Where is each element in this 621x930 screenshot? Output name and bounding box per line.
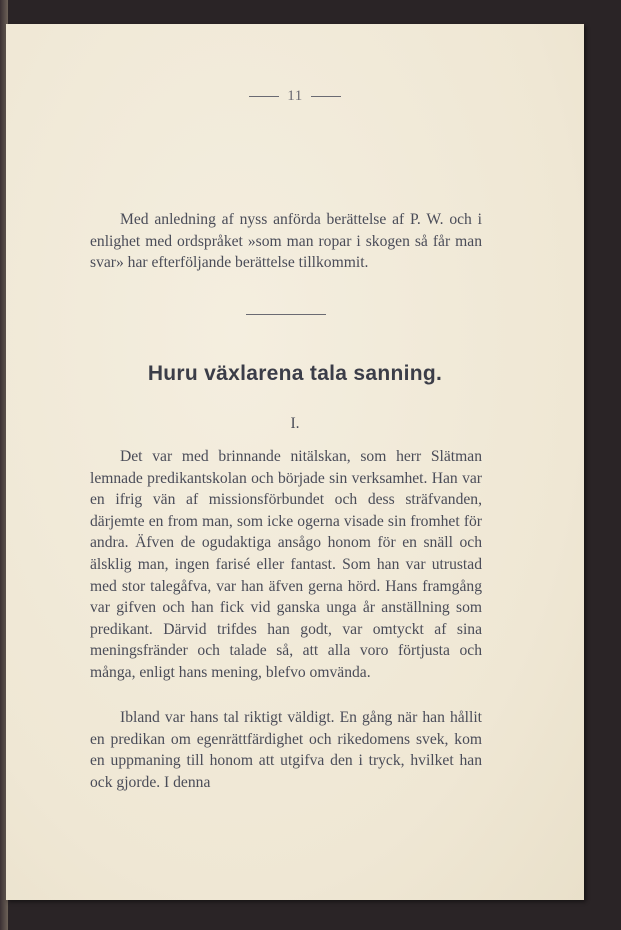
page-number-dash-right	[311, 96, 341, 97]
chapter-number: I.	[290, 415, 300, 432]
section-divider	[246, 314, 326, 315]
page-number: 11	[287, 88, 303, 104]
body-paragraph-2: Ibland var hans tal riktigt väldigt. En gång när han hållit en predikan om egenrättfärdighet och rikedomens svek, kom en uppmaning till honom att utgifva den i tryck, hvilket han ock gjorde. I denna	[90, 709, 482, 791]
book-page	[6, 24, 584, 900]
body-paragraph-1: Det var med brinnande nitälskan, som herr Slätman lemnade predikantskolan och började sin verksamhet. Han var en ifrig vän af missionsförbundet och dess sträfvanden, därjemte en from man, som icke ogerna visade sin fromhet för andra. Äfven de ogudaktiga ansågo honom för en snäll och älsklig man, ingen farisé eller fantast. Som han var utrustad med stor talegåfva, var han äfven gerna hörd. Hans framgång var gifven och han fick vid ganska unga år anställning som predikant. Därvid trifdes han godt, var omtyckt af sina meningsfränder och talade så, att alla voro förtjusta och många, enligt hans mening, blefvo omvända.	[90, 448, 482, 681]
intro-paragraph: Med anledning af nyss anförda berättelse af P. W. och i enlighet med ordspråket »som man ropar i skogen så får man svar» har efterföljande berättelse tillkommit.	[90, 211, 482, 272]
page-number-line	[6, 88, 584, 105]
story-title: Huru växlarena tala sanning.	[147, 362, 443, 385]
page-number-dash-left	[249, 96, 279, 97]
